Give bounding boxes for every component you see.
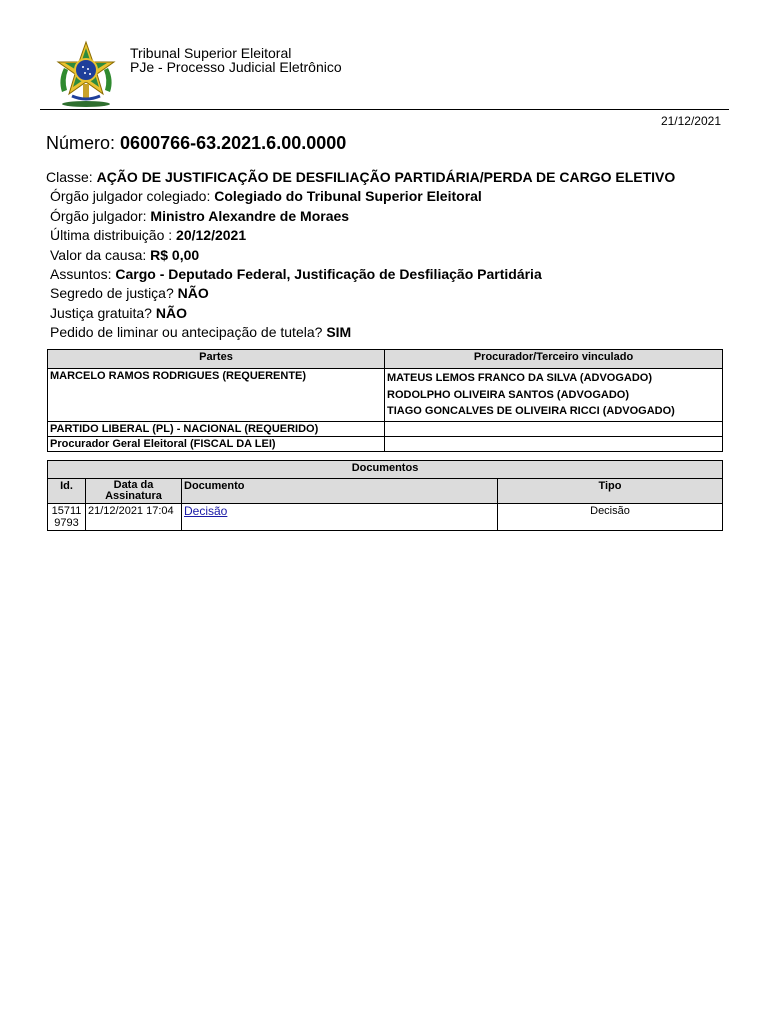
parties-header: Partes xyxy=(48,350,385,369)
header-titles xyxy=(130,46,342,74)
field-label: Órgão julgador: xyxy=(50,207,147,224)
lawyers-cell xyxy=(385,421,723,436)
process-number xyxy=(46,133,346,154)
field-segredo-justica xyxy=(46,284,675,303)
id-header: Id. xyxy=(48,479,86,504)
document-header xyxy=(40,36,729,110)
process-fields xyxy=(46,168,675,343)
field-justica-gratuita xyxy=(46,304,675,323)
document-id-part: 9793 xyxy=(54,517,79,529)
field-value: NÃO xyxy=(155,304,187,321)
field-value: Colegiado do Tribunal Superior Eleitoral xyxy=(214,188,482,205)
documents-header-row xyxy=(48,479,723,504)
field-orgao-julgador xyxy=(46,207,675,226)
field-value: NÃO xyxy=(177,285,209,302)
field-value: Cargo - Deputado Federal, Justificação de Desfiliação Partidária xyxy=(115,266,542,283)
lawyer-name: MATEUS LEMOS FRANCO DA SILVA (ADVOGADO) xyxy=(387,372,653,384)
system-name: PJe - Processo Judicial Eletrônico xyxy=(130,59,342,75)
party-name: Procurador Geral Eleitoral (FISCAL DA LEI) xyxy=(50,437,276,450)
table-row xyxy=(48,504,723,531)
field-label: Última distribuição : xyxy=(50,227,173,244)
lawyers-cell xyxy=(385,436,723,451)
lawyers-cell xyxy=(385,369,723,422)
document-date-cell: 21/12/2021 17:04 xyxy=(86,504,182,531)
process-number-label: Número: xyxy=(46,133,116,153)
lawyer-name: TIAGO GONCALVES DE OLIVEIRA RICCI (ADVOGADO) xyxy=(387,405,675,417)
lawyer-name: RODOLPHO OLIVEIRA SANTOS (ADVOGADO) xyxy=(387,388,630,401)
table-row xyxy=(48,436,723,451)
field-label: Assuntos: xyxy=(50,266,112,283)
field-label: Valor da causa: xyxy=(50,246,147,263)
document-id-cell xyxy=(48,504,86,531)
document-name-cell xyxy=(182,504,498,531)
field-ultima-distribuicao xyxy=(46,226,675,245)
court-name: Tribunal Superior Eleitoral xyxy=(130,45,292,61)
field-value: 20/12/2021 xyxy=(176,227,247,244)
field-orgao-colegiado xyxy=(46,187,675,206)
document-date: 21/12/2021 xyxy=(660,114,721,128)
parties-header-row xyxy=(48,350,723,369)
field-value: AÇÃO DE JUSTIFICAÇÃO DE DESFILIAÇÃO PARTIDÁRIA/PERDA DE CARGO ELETIVO xyxy=(96,169,676,185)
date-header-line: Data da xyxy=(113,479,154,491)
field-valor-causa xyxy=(46,246,675,265)
document-type-cell: Decisão xyxy=(498,504,723,531)
lawyers-header: Procurador/Terceiro vinculado xyxy=(385,350,723,369)
field-value: R$ 0,00 xyxy=(150,246,200,263)
party-cell xyxy=(48,436,385,451)
date-header xyxy=(86,479,182,504)
document-id-part: 15711 xyxy=(51,505,82,517)
party-name: MARCELO RAMOS RODRIGUES (REQUERENTE) xyxy=(50,370,307,382)
field-value: SIM xyxy=(326,324,352,341)
field-label: Pedido de liminar ou antecipação de tutela? xyxy=(50,324,323,341)
documents-title: Documentos xyxy=(48,461,723,479)
documents-table xyxy=(47,460,723,531)
document-link[interactable]: Decisão xyxy=(184,504,228,518)
table-row xyxy=(48,421,723,436)
field-pedido-liminar xyxy=(46,323,675,342)
field-label: Justiça gratuita? xyxy=(50,304,152,321)
party-name: PARTIDO LIBERAL (PL) - NACIONAL (REQUERIDO) xyxy=(50,422,319,435)
type-header: Tipo xyxy=(498,479,723,504)
party-cell xyxy=(48,421,385,436)
parties-table xyxy=(47,349,723,452)
date-header-line: Assinatura xyxy=(105,490,162,502)
field-assuntos xyxy=(46,265,675,284)
field-label: Segredo de justiça? xyxy=(50,285,174,302)
process-number-value: 0600766-63.2021.6.00.0000 xyxy=(120,133,347,153)
field-label: Classe: xyxy=(46,169,93,185)
party-cell xyxy=(48,369,385,422)
field-label: Órgão julgador colegiado: xyxy=(50,188,211,205)
documents-title-row xyxy=(48,461,723,479)
document-header: Documento xyxy=(182,479,498,504)
field-value: Ministro Alexandre de Moraes xyxy=(150,207,350,224)
field-classe xyxy=(46,168,675,187)
table-row xyxy=(48,369,723,422)
coat-of-arms-emblem xyxy=(54,40,118,108)
